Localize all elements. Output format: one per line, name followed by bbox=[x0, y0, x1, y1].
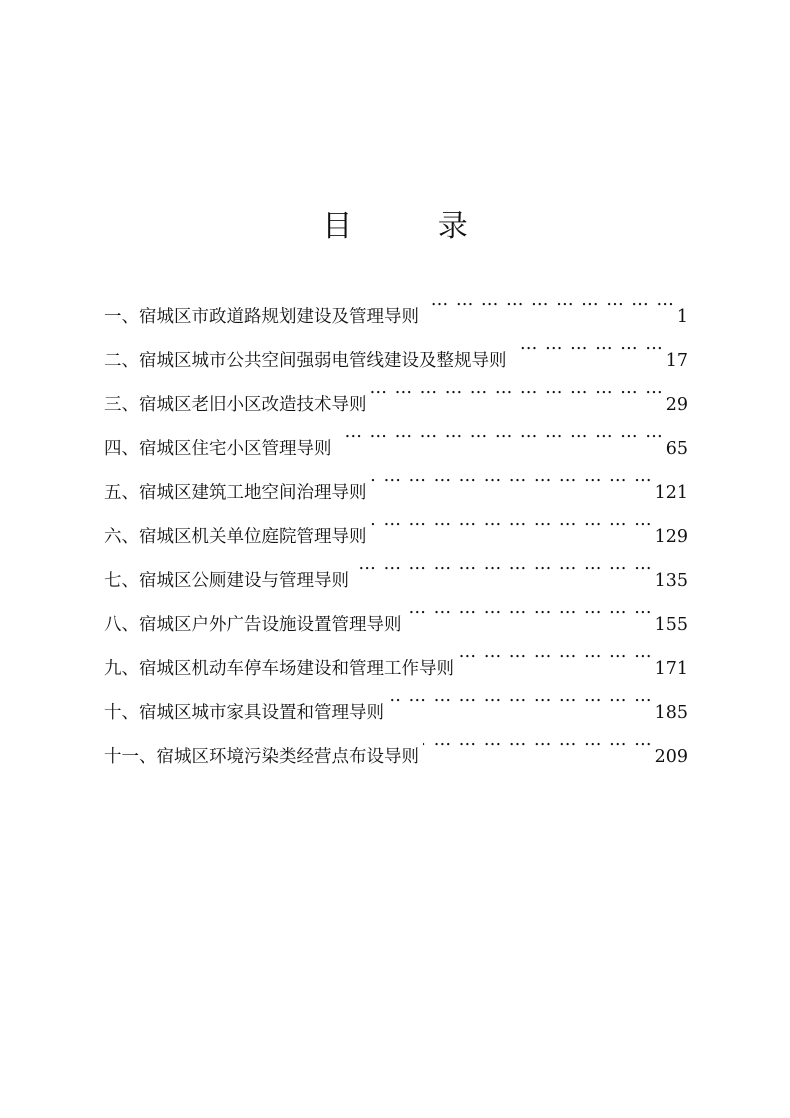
toc-leader-dots bbox=[406, 586, 653, 630]
toc-entry-page: 29 bbox=[665, 395, 688, 415]
toc-entry-label: 十、宿城区城市家具设置和管理导则 bbox=[104, 703, 384, 723]
toc-entry-label: 九、宿城区机动车停车场建设和管理工作导则 bbox=[104, 659, 454, 679]
toc-entry-page: 209 bbox=[654, 747, 688, 767]
toc-entry-page: 17 bbox=[665, 351, 688, 371]
toc-leader-dots bbox=[423, 278, 675, 322]
toc-entry-page: 155 bbox=[654, 615, 688, 635]
toc-entry-label: 五、宿城区建筑工地空间治理导则 bbox=[104, 483, 367, 503]
toc-entry-label: 十一、宿城区环境污染类经营点布设导则 bbox=[104, 747, 419, 767]
toc-entry-page: 129 bbox=[654, 527, 688, 547]
toc-leader-dots bbox=[458, 630, 653, 674]
toc-leader-dots bbox=[371, 454, 653, 498]
toc-entry-page: 171 bbox=[654, 659, 688, 679]
toc-leader-dots bbox=[353, 542, 653, 586]
page-title: 目 录 bbox=[322, 209, 506, 244]
toc-entry-page: 121 bbox=[654, 483, 688, 503]
toc-leader-dots bbox=[423, 718, 653, 762]
toc-entry-page: 135 bbox=[654, 571, 688, 591]
toc-leader-dots bbox=[388, 674, 653, 718]
toc-entry-page: 1 bbox=[676, 307, 688, 327]
toc-entry-page: 185 bbox=[654, 703, 688, 723]
table-of-contents bbox=[104, 278, 688, 767]
toc-entry-label: 四、宿城区住宅小区管理导则 bbox=[104, 439, 332, 459]
toc-entry-label: 三、宿城区老旧小区改造技术导则 bbox=[104, 395, 367, 415]
toc-leader-dots bbox=[511, 322, 664, 366]
toc-entry-label: 二、宿城区城市公共空间强弱电管线建设及整规导则 bbox=[104, 351, 507, 371]
toc-entry-label: 七、宿城区公厕建设与管理导则 bbox=[104, 571, 349, 591]
toc-leader-dots bbox=[336, 410, 664, 454]
toc-entry-page: 65 bbox=[665, 439, 688, 459]
toc-entry-label: 六、宿城区机关单位庭院管理导则 bbox=[104, 527, 367, 547]
toc-leader-dots bbox=[371, 498, 653, 542]
toc-entry-label: 八、宿城区户外广告设施设置管理导则 bbox=[104, 615, 402, 635]
toc-entry[interactable] bbox=[104, 278, 688, 327]
toc-entry-label: 一、宿城区市政道路规划建设及管理导则 bbox=[104, 307, 419, 327]
toc-leader-dots bbox=[371, 366, 664, 410]
